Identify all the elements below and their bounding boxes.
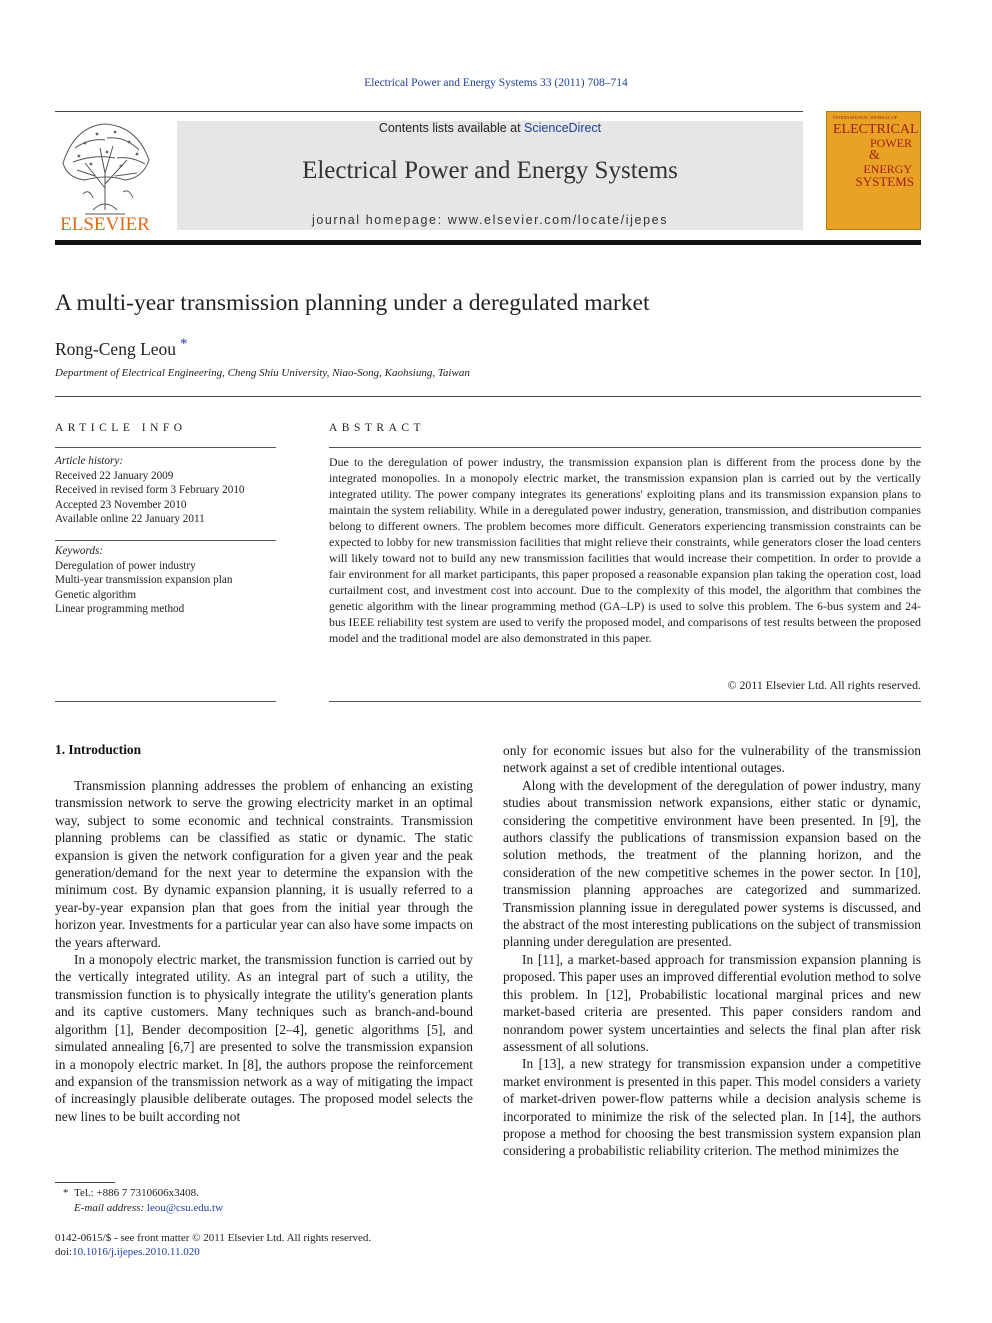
journal-citation[interactable]: Electrical Power and Energy Systems 33 (2011) 708–714 <box>364 77 628 89</box>
section-heading: 1. Introduction <box>55 742 142 757</box>
paragraph: Along with the development of the deregulation of power industry, many studies about transmission network expansions, either static or dynamic, considering the competitive environment have been presented. In [9], the authors classify the publications of transmission expansion based on the solution methods, the treatment of the planning horizon, and the consideration of the new competitive schemes in the power sector. In [10], transmission planning approaches are categorized and summarized. Transmission planning issue in deregulated power systems is discussed, and the abstract of the most interesting publications on the subject of transmission planning under deregulation are presented. <box>503 777 921 950</box>
issn-text: 0142-0615/$ - see front matter © 2011 Elsevier Ltd. All rights reserved. <box>55 1232 372 1244</box>
abstract-copyright: © 2011 Elsevier Ltd. All rights reserved. <box>727 678 921 692</box>
author <box>55 336 188 360</box>
footnote-email-label: E-mail address: <box>74 1201 145 1214</box>
paragraph: In [11], a market-based approach for transmission expansion planning is proposed. This paper uses an improved differential evolution method to solve this problem. In [12], Probabilistic locational marginal prices and new market-based criteria are presented. This paper considers random and nonrandom power system uncertainties and selects the final plan after risk assessment of all solutions. <box>503 951 921 1054</box>
footnote-mark: * <box>63 1187 69 1199</box>
footnote <box>55 1186 455 1215</box>
footnote-rule <box>55 1182 115 1183</box>
elsevier-logo[interactable] <box>55 118 155 234</box>
doi-link[interactable]: 10.1016/j.ijepes.2010.11.020 <box>72 1246 200 1258</box>
cover-line: ENERGY <box>863 161 912 176</box>
contents-line <box>177 121 803 135</box>
article-info-rule <box>55 447 276 448</box>
affiliation: Department of Electrical Engineering, Cheng Shiu University, Niao-Song, Kaohsiung, Taiwan <box>55 367 470 379</box>
history-item: Accepted 23 November 2010 <box>55 498 187 511</box>
author-footnote-mark[interactable]: * <box>180 336 188 352</box>
sciencedirect-link[interactable]: ScienceDirect <box>524 121 602 135</box>
issn-line <box>55 1231 555 1259</box>
elsevier-tree-icon <box>55 118 155 234</box>
journal-cover[interactable] <box>826 111 921 230</box>
cover-line: ELECTRICAL <box>833 121 919 137</box>
title-rule <box>55 396 921 397</box>
footnote-email-link[interactable]: leou@csu.edu.tw <box>146 1201 224 1214</box>
paragraph: In [13], a new strategy for transmission expansion under a competitive market environment is presented in this paper. This model considers a variety of market-driven power-flow patterns while a decision analysis scheme is incorporated to minimize the risk of the selected plan. In [14], the authors propose a method for choosing the best transmission system expansion plan considering a probabilistic reliability criterion. The method minimizes the <box>503 1056 921 1159</box>
abstract-text: Due to the deregulation of power industry, the transmission expansion plan is different from the process done by the integrated monopolies. In a monopoly electric market, the transmission expansion plan is carried out by the vertically integrated utility. The power company integrates its generations' exploiting plans and its transmission expansion plans to maintain the system reliability. While in a deregulated power industry, generation, transmission, and distribution companies belong to different owners. The problem becomes more difficult. Generators experiencing transmission constraints can be expected to lobby for new transmission facilities that might relieve their constraints, while generators closer the load centers will likely toward not to build any new transmission facilities that would increase their competition. In order to provide a fair environment for all market participants, this paper proposed a reasonable expansion plan taking the operation cost, load curtailment cost, and investment cost into account. Due to the complexity of this model, the algorithm that combines the genetic algorithm with the linear programming method (GA–LP) is used to solve this problem. The 6-bus system and 24-bus IEEE reliability test system are used to verify the proposed model, and comparisons of test results between the proposed model and the traditional model are also demonstrated in this paper. <box>329 455 921 645</box>
keywords <box>55 544 276 617</box>
paragraph: only for economic issues but also for the vulnerability of the transmission network against a set of credible intentional outages. <box>503 743 921 776</box>
keyword-item: Deregulation of power industry <box>55 559 196 572</box>
paragraph: In a monopoly electric market, the transmission function is carried out by the vertically integrated utility. As an integral part of such a utility, the transmission function is to physically integrate the utility's generation plants and its captive customers. Many techniques such as branch-and-bound algorithm [1], Bender decomposition [2–4], genetic algorithms [5], and simulated annealing [6,7] are presented to solve the transmission expansion in a monopoly electric market. In [8], the authors propose the reinforcement and expansion of the transmission network as a way of mitigating the impact of increasingly plausible deliberate outages. The proposed model selects the new lines to be built according not <box>55 952 473 1124</box>
abstract-rule <box>329 447 921 448</box>
keyword-item: Multi-year transmission expansion plan <box>55 574 233 586</box>
cover-line: POWER <box>870 135 912 150</box>
article-title: A multi-year transmission planning under a deregulated market <box>55 290 650 316</box>
abstract-heading: ABSTRACT <box>329 422 426 434</box>
cover-line: INTERNATIONAL JOURNAL OF <box>833 115 898 120</box>
cover-line: SYSTEMS <box>855 173 914 189</box>
abstract-rule <box>329 701 921 702</box>
doi-label: doi: <box>55 1246 73 1258</box>
history-item: Received in revised form 3 February 2010 <box>55 484 245 496</box>
contents-prefix: Contents lists available at <box>378 121 525 135</box>
keyword-item: Linear programming method <box>55 603 185 615</box>
journal-homepage[interactable]: journal homepage: www.elsevier.com/locate/ijepes <box>311 213 669 227</box>
article-info-heading: ARTICLE INFO <box>55 422 187 434</box>
footnote-tel: Tel.: +886 7 7310606x3408. <box>74 1187 199 1199</box>
keywords-label: Keywords: <box>55 545 104 557</box>
header-rule <box>55 111 803 112</box>
article-info-rule <box>55 540 276 541</box>
article-history <box>55 454 276 527</box>
history-item: Received 22 January 2009 <box>55 469 174 482</box>
paragraph: Transmission planning addresses the problem of enhancing an existing transmission network to serve the growing electricity market in an optimal way, subject to some economic and technical constraints. Transmission planning problems can be classified as static or dynamic. The static expansion is given the network configuration for a given year and the peak generation/demand for the next year to determine the expansion with the minimum cost. By dynamic expansion planning, it is usually referred to a year-by-year expansion plan that goes from the initial year through the horizon year. Investments for a particular year can also have some impacts on the years afterward. <box>55 778 473 950</box>
body-column-right <box>503 742 921 1160</box>
header-thick-rule <box>55 240 921 245</box>
svg-text:ELSEVIER: ELSEVIER <box>60 214 150 234</box>
keyword-item: Genetic algorithm <box>55 588 137 601</box>
history-item: Available online 22 January 2011 <box>55 513 205 525</box>
body-column-left <box>55 777 473 1125</box>
article-info-rule <box>55 701 276 702</box>
history-label: Article history: <box>55 455 124 467</box>
author-name: Rong-Ceng Leou <box>55 338 177 359</box>
cover-line: & <box>869 147 880 163</box>
journal-name: Electrical Power and Energy Systems <box>302 157 678 184</box>
